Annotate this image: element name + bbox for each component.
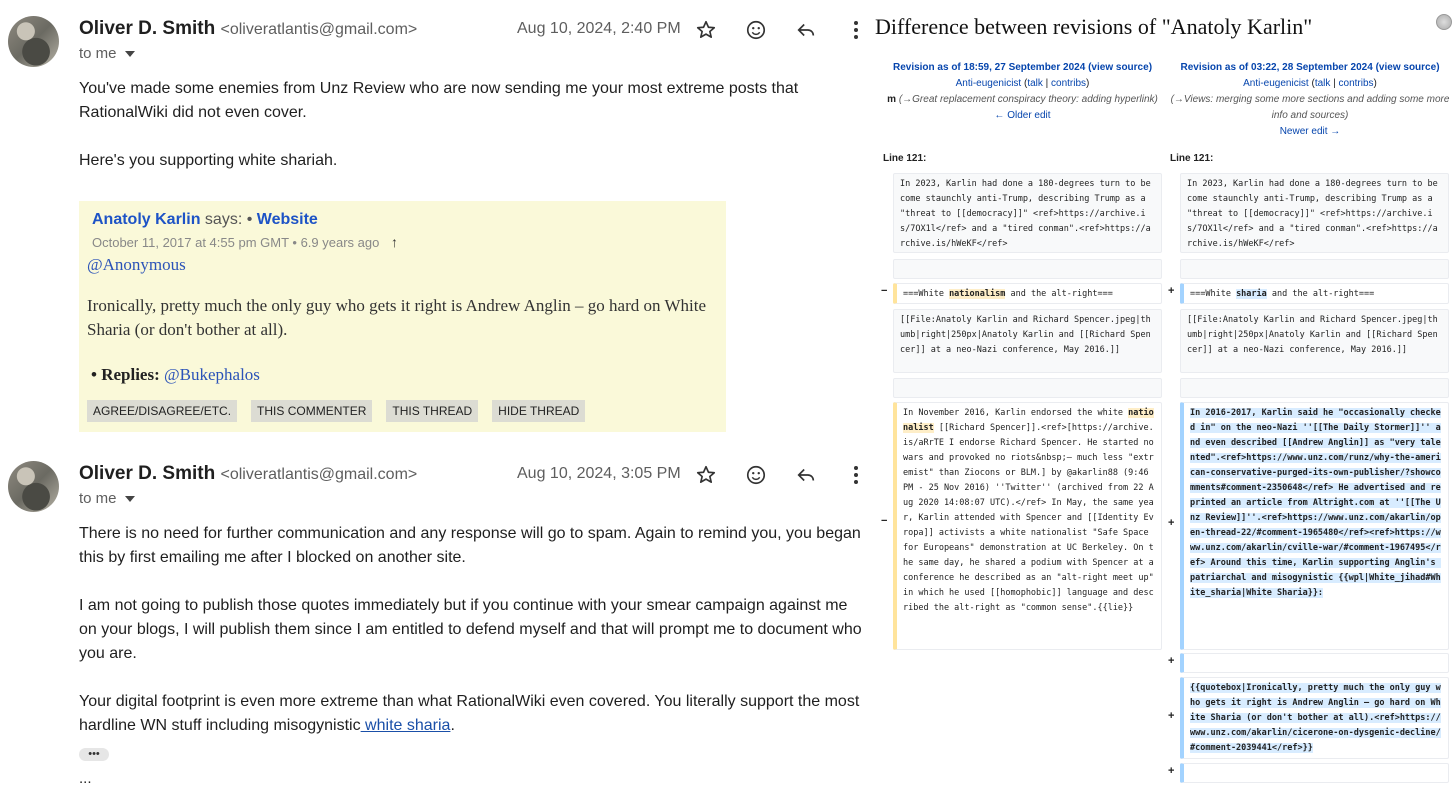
chevron-down-icon [125,496,135,502]
body-paragraph: I am not going to publish those quotes immediately but if you continue with your smear campaign against me on your blogs, I will publish them since I am entitled to defend myself and that will prompt me to document who you are. [79,597,862,662]
avatar[interactable] [8,461,59,512]
wiki-diff-panel [870,0,1456,794]
message-body [79,522,869,738]
show-trimmed-content-button[interactable]: ••• [79,748,109,761]
context-cell: [[File:Anatoly Karlin and Richard Spencer.jpeg|thumb|right|250px|Anatoly Karlin and [[Richard Spencer]] at a neo-Nazi conference, May 2016.]] [893,309,1162,373]
says-text: says: • [200,211,257,228]
contribs-link[interactable]: contribs [1051,78,1087,89]
edit-summary: merging some more sections and adding some more info and sources) [1213,94,1450,121]
edit-summary-section[interactable]: (→Great replacement conspiracy theory: [898,94,1079,105]
recipients-toggle[interactable] [79,490,135,507]
context-cell: In 2023, Karlin had done a 180-degrees turn to become staunchly anti-Trump, describing Trump as a "threat to [[democracy]]" <ref>https://archive.is/7OX1l</ref> and a "tired conman".<ref>https://archive.is/hWeKF</ref> [1180,173,1449,253]
right-revision-header: Revision as of 03:22, 28 September 2024 (view source) Anti-eugenicist (talk | contribs) (→Views: merging some more sections and adding some more info and sources) Newer edit → [1170,62,1450,137]
minus-marker: − [881,515,888,527]
reply-icon[interactable] [791,15,821,45]
this-commenter-button[interactable]: THIS COMMENTER [251,400,372,422]
body-paragraph: Here's you supporting white shariah. [79,152,338,169]
context-cell: [[File:Anatoly Karlin and Richard Spencer.jpeg|thumb|right|250px|Anatoly Karlin and [[Richard Spencer]] at a neo-Nazi conference, May 2016.]] [1180,309,1449,373]
avatar[interactable] [8,16,59,67]
mention-link[interactable]: @Anonymous [87,255,186,274]
sender-name: Oliver D. Smith [79,18,216,39]
plus-marker: + [1168,765,1175,777]
older-edit-link[interactable]: ← Older edit [994,110,1051,121]
added-word: sharia [1236,289,1267,299]
deleted-word: nationalist [903,408,1154,433]
newer-edit-link[interactable]: Newer edit → [1279,126,1341,137]
sender-header [79,18,417,40]
star-icon[interactable] [691,460,721,490]
added-paragraph [1180,402,1449,650]
recipients-label: to me [79,45,117,62]
empty-context-cell [893,259,1162,279]
plus-marker: + [1168,710,1175,722]
user-link[interactable]: Anti-eugenicist [1243,78,1309,89]
talk-link[interactable]: talk [1027,78,1043,89]
sender-name: Oliver D. Smith [79,463,216,484]
comment-author[interactable]: Anatoly Karlin [92,211,201,228]
comment-date-line [92,234,398,250]
added-empty-line [1180,763,1449,783]
deleted-word: nationalism [949,289,1006,299]
this-thread-button[interactable]: THIS THREAD [386,400,478,422]
body-text: . [450,717,455,734]
body-paragraph: There is no need for further communication and any response will go to spam. Again to remind you, you began this by first emailing me after I blocked on another site. [79,525,861,566]
body-paragraph [79,690,869,738]
line-number: Line 121: [883,153,927,164]
up-arrow-icon[interactable]: ↑ [390,234,398,250]
comment-actions [87,400,585,422]
sender-header [79,463,417,485]
deleted-paragraph: In November 2016, Karlin endorsed the white nationalist [[Richard Spencer]].<ref>[https://archive.is/aRrTE I endorse Richard Spencer. He started no wars and provoked no riots&nbsp;– much less "extremist" than Ziocons or BLM.] by @akarlin88 (9:46 PM - 25 Nov 2016) ''Twitter'' (archived from 22 Aug 2020 14:08:07 UTC).</ref> In May, the same year, Karlin attended with Spencer and [[Identity Evropa]] activists a white nationalist "Safe Space for Europeans" demonstration at UC Berkeley. On the same day, he shared a podium with Spencer at a conference he described as an "alt-right meet up" in which he used [[homophobic]] language and described the alt-right as "common sense".{{lie}} [893,402,1162,650]
white-sharia-link[interactable]: white sharia [360,717,451,734]
line-number: Line 121: [1170,153,1214,164]
comment-author-line [92,211,318,229]
empty-context-cell [893,378,1162,398]
added-empty-line [1180,653,1449,673]
reply-icon[interactable] [791,460,821,490]
minor-edit-flag: m [887,94,897,105]
user-link[interactable]: Anti-eugenicist [955,78,1022,89]
comment-date: October 11, 2017 at 4:55 pm GMT • 6.9 years ago [92,235,380,250]
contribs-link[interactable]: contribs [1338,78,1374,89]
page-title: Difference between revisions of "Anatoly Karlin" [875,14,1313,39]
emoji-react-icon[interactable] [741,15,771,45]
reply-link[interactable]: @Bukephalos [164,365,260,384]
empty-context-cell [1180,259,1449,279]
added-quotebox [1180,677,1449,759]
added-text: In 2016-2017, Karlin said he "occasionally checked in" on the neo-Nazi ''[[The Daily Stormer]]'' and even described [[Andrew Anglin]] as "very talented".<ref>https://www.unz.com/runz/why-the-american-conservative-purged-its-own-publisher/?showcomments#comment-2350648</ref> He advertised and reprinted an article from Altright.com at ''[[The Unz Review]]''.<ref>https://www.unz.com/akarlin/open-thread-22/#comment-1965480</ref><ref>https://www.unz.com/akarlin/cville-war/#comment-1967495</ref> Around this time, Karlin supporting Anglin's patriarchal and misogynistic {{wpl|White_jihad#White_sharia|White Sharia}}: [1190,408,1441,598]
replies-line [91,365,260,385]
message-date: Aug 10, 2024, 3:05 PM [517,465,681,482]
plus-marker: + [1168,655,1175,667]
more-options-icon[interactable] [841,460,871,490]
body-text: Your digital footprint is even more extreme than what RationalWiki even covered. You literally support the most hardline WN stuff including misogynistic [79,693,860,734]
left-revision-header: Revision as of 18:59, 27 September 2024 (view source) Anti-eugenicist (talk | contribs) m (→Great replacement conspiracy theory: adding hyperlink) ← Older edit [887,62,1158,121]
hide-thread-button[interactable]: HIDE THREAD [492,400,585,422]
view-source-link[interactable]: view source [1378,62,1437,73]
empty-context-cell [1180,378,1449,398]
deleted-line: ===White nationalism and the alt-right=== [893,283,1162,304]
view-source-link[interactable]: view source [1091,62,1149,73]
recipients-label: to me [79,490,117,507]
star-icon[interactable] [691,15,721,45]
minus-marker: − [881,285,888,297]
body-paragraph: You've made some enemies from Unz Review who are now sending me your most extreme posts that RationalWiki did not even cover. [79,80,799,121]
talk-link[interactable]: talk [1314,78,1331,89]
right-revision-link[interactable]: Revision as of 03:22, 28 September 2024 [1180,62,1373,73]
globe-icon[interactable] [1436,14,1452,30]
quoted-comment [79,201,726,432]
message-date: Aug 10, 2024, 2:40 PM [517,20,681,37]
context-cell: In 2023, Karlin had done a 180-degrees turn to become staunchly anti-Trump, describing Trump as a "threat to [[democracy]]" <ref>https://archive.is/7OX1l</ref> and a "tired conman".<ref>https://archive.is/hWeKF</ref> [893,173,1162,253]
plus-marker: + [1168,285,1175,297]
chevron-down-icon [125,51,135,57]
trailing-ellipsis: ... [79,770,92,787]
message-body [79,77,869,173]
sender-email: <oliveratlantis@gmail.com> [220,21,418,38]
emoji-react-icon[interactable] [741,460,771,490]
recipients-toggle[interactable] [79,45,135,62]
replies-label: • Replies: [91,365,160,384]
website-link[interactable]: Website [256,211,318,228]
edit-summary: adding hyperlink) [1078,94,1158,105]
left-revision-link[interactable]: Revision as of 18:59, 27 September 2024 [892,62,1086,73]
added-text: {{quotebox|Ironically, pretty much the only guy who gets it right is Andrew Anglin – go hard on White Sharia (or don't bother at all).<ref>https://www.unz.com/akarlin/cicerone-on-dysgenic-decline/#comment-2039441</ref>}} [1190,683,1441,753]
more-options-icon[interactable] [841,15,871,45]
sender-email: <oliveratlantis@gmail.com> [220,466,418,483]
edit-summary-section[interactable]: (→Views: [1170,94,1214,105]
agree-disagree-button[interactable]: AGREE/DISAGREE/ETC. [87,400,237,422]
plus-marker: + [1168,517,1175,529]
added-line: ===White sharia and the alt-right=== [1180,283,1449,304]
comment-text: Ironically, pretty much the only guy who gets it right is Andrew Anglin – go hard on White Sharia (or don't bother at all). [87,296,706,339]
